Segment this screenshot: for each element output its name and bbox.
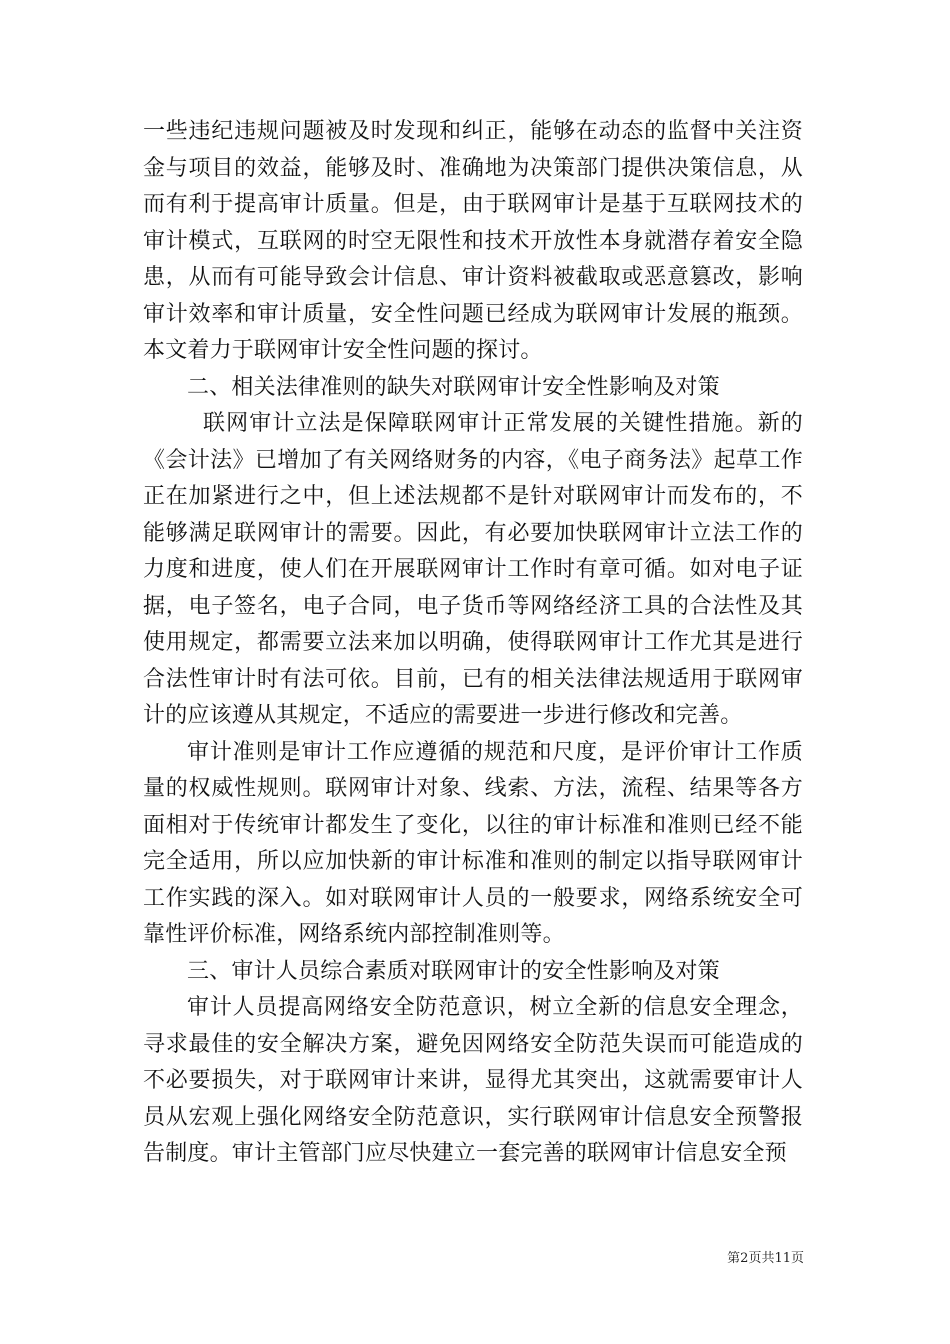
paragraph-continuation: 一些违纪违规问题被及时发现和纠正，能够在动态的监督中关注资金与项目的效益，能够及时、准确地为决策部门提供决策信息，从而有利于提高审计质量。但是，由于联网审计是基于互联网技术的审计模式，互联网的时空无限性和技术开放性本身就潜存着安全隐患，从而有可能导致会计信息、审计资料被截取或恶意篡改，影响审计效率和审计质量，安全性问题已经成为联网审计发展的瓶颈。本文着力于联网审计安全性问题的探讨。 xyxy=(143,119,803,363)
paragraph-audit-standards: 审计准则是审计工作应遵循的规范和尺度，是评价审计工作质量的权威性规则。联网审计对象、线索、方法，流程、结果等各方面相对于传统审计都发生了变化，以往的审计标准和准则已经不能完全适用，所以应加快新的审计标准和准则的制定以指导联网审计工作实践的深入。如对联网审计人员的一般要求，网络系统安全可靠性评价标准，网络系统内部控制准则等。 xyxy=(143,739,803,947)
paragraph-auditor-awareness: 审计人员提高网络安全防范意识，树立全新的信息安全理念，寻求最佳的安全解决方案，避免因网络安全防范失误而可能造成的不必要损失，对于联网审计来讲，显得尤其突出，这就需要审计人员从宏观上强化网络安全防范意识，实行联网审计信息安全预警报告制度。审计主管部门应尽快建立一套完善的联网审计信息安全预 xyxy=(143,995,803,1166)
page-number: 第2页共11页 xyxy=(727,1251,804,1266)
section-heading-three: 三、审计人员综合素质对联网审计的安全性影响及对策 xyxy=(187,958,720,984)
document-body xyxy=(143,114,803,1173)
section-heading-two: 二、相关法律准则的缺失对联网审计安全性影响及对策 xyxy=(187,374,720,400)
paragraph-legislation: 联网审计立法是保障联网审计正常发展的关键性措施。新的《会计法》已增加了有关网络财务的内容，《电子商务法》起草工作正在加紧进行之中，但上述法规都不是针对联网审计而发布的，不能够满足联网审计的需要。因此，有必要加快联网审计立法工作的力度和进度，使人们在开展联网审计工作时有章可循。如对电子证据，电子签名，电子合同，电子货币等网络经济工具的合法性及其使用规定，都需要立法来加以明确，使得联网审计工作尤其是进行合法性审计时有法可依。目前，已有的相关法律法规适用于联网审计的应该遵从其规定，不适应的需要进一步进行修改和完善。 xyxy=(143,411,803,728)
